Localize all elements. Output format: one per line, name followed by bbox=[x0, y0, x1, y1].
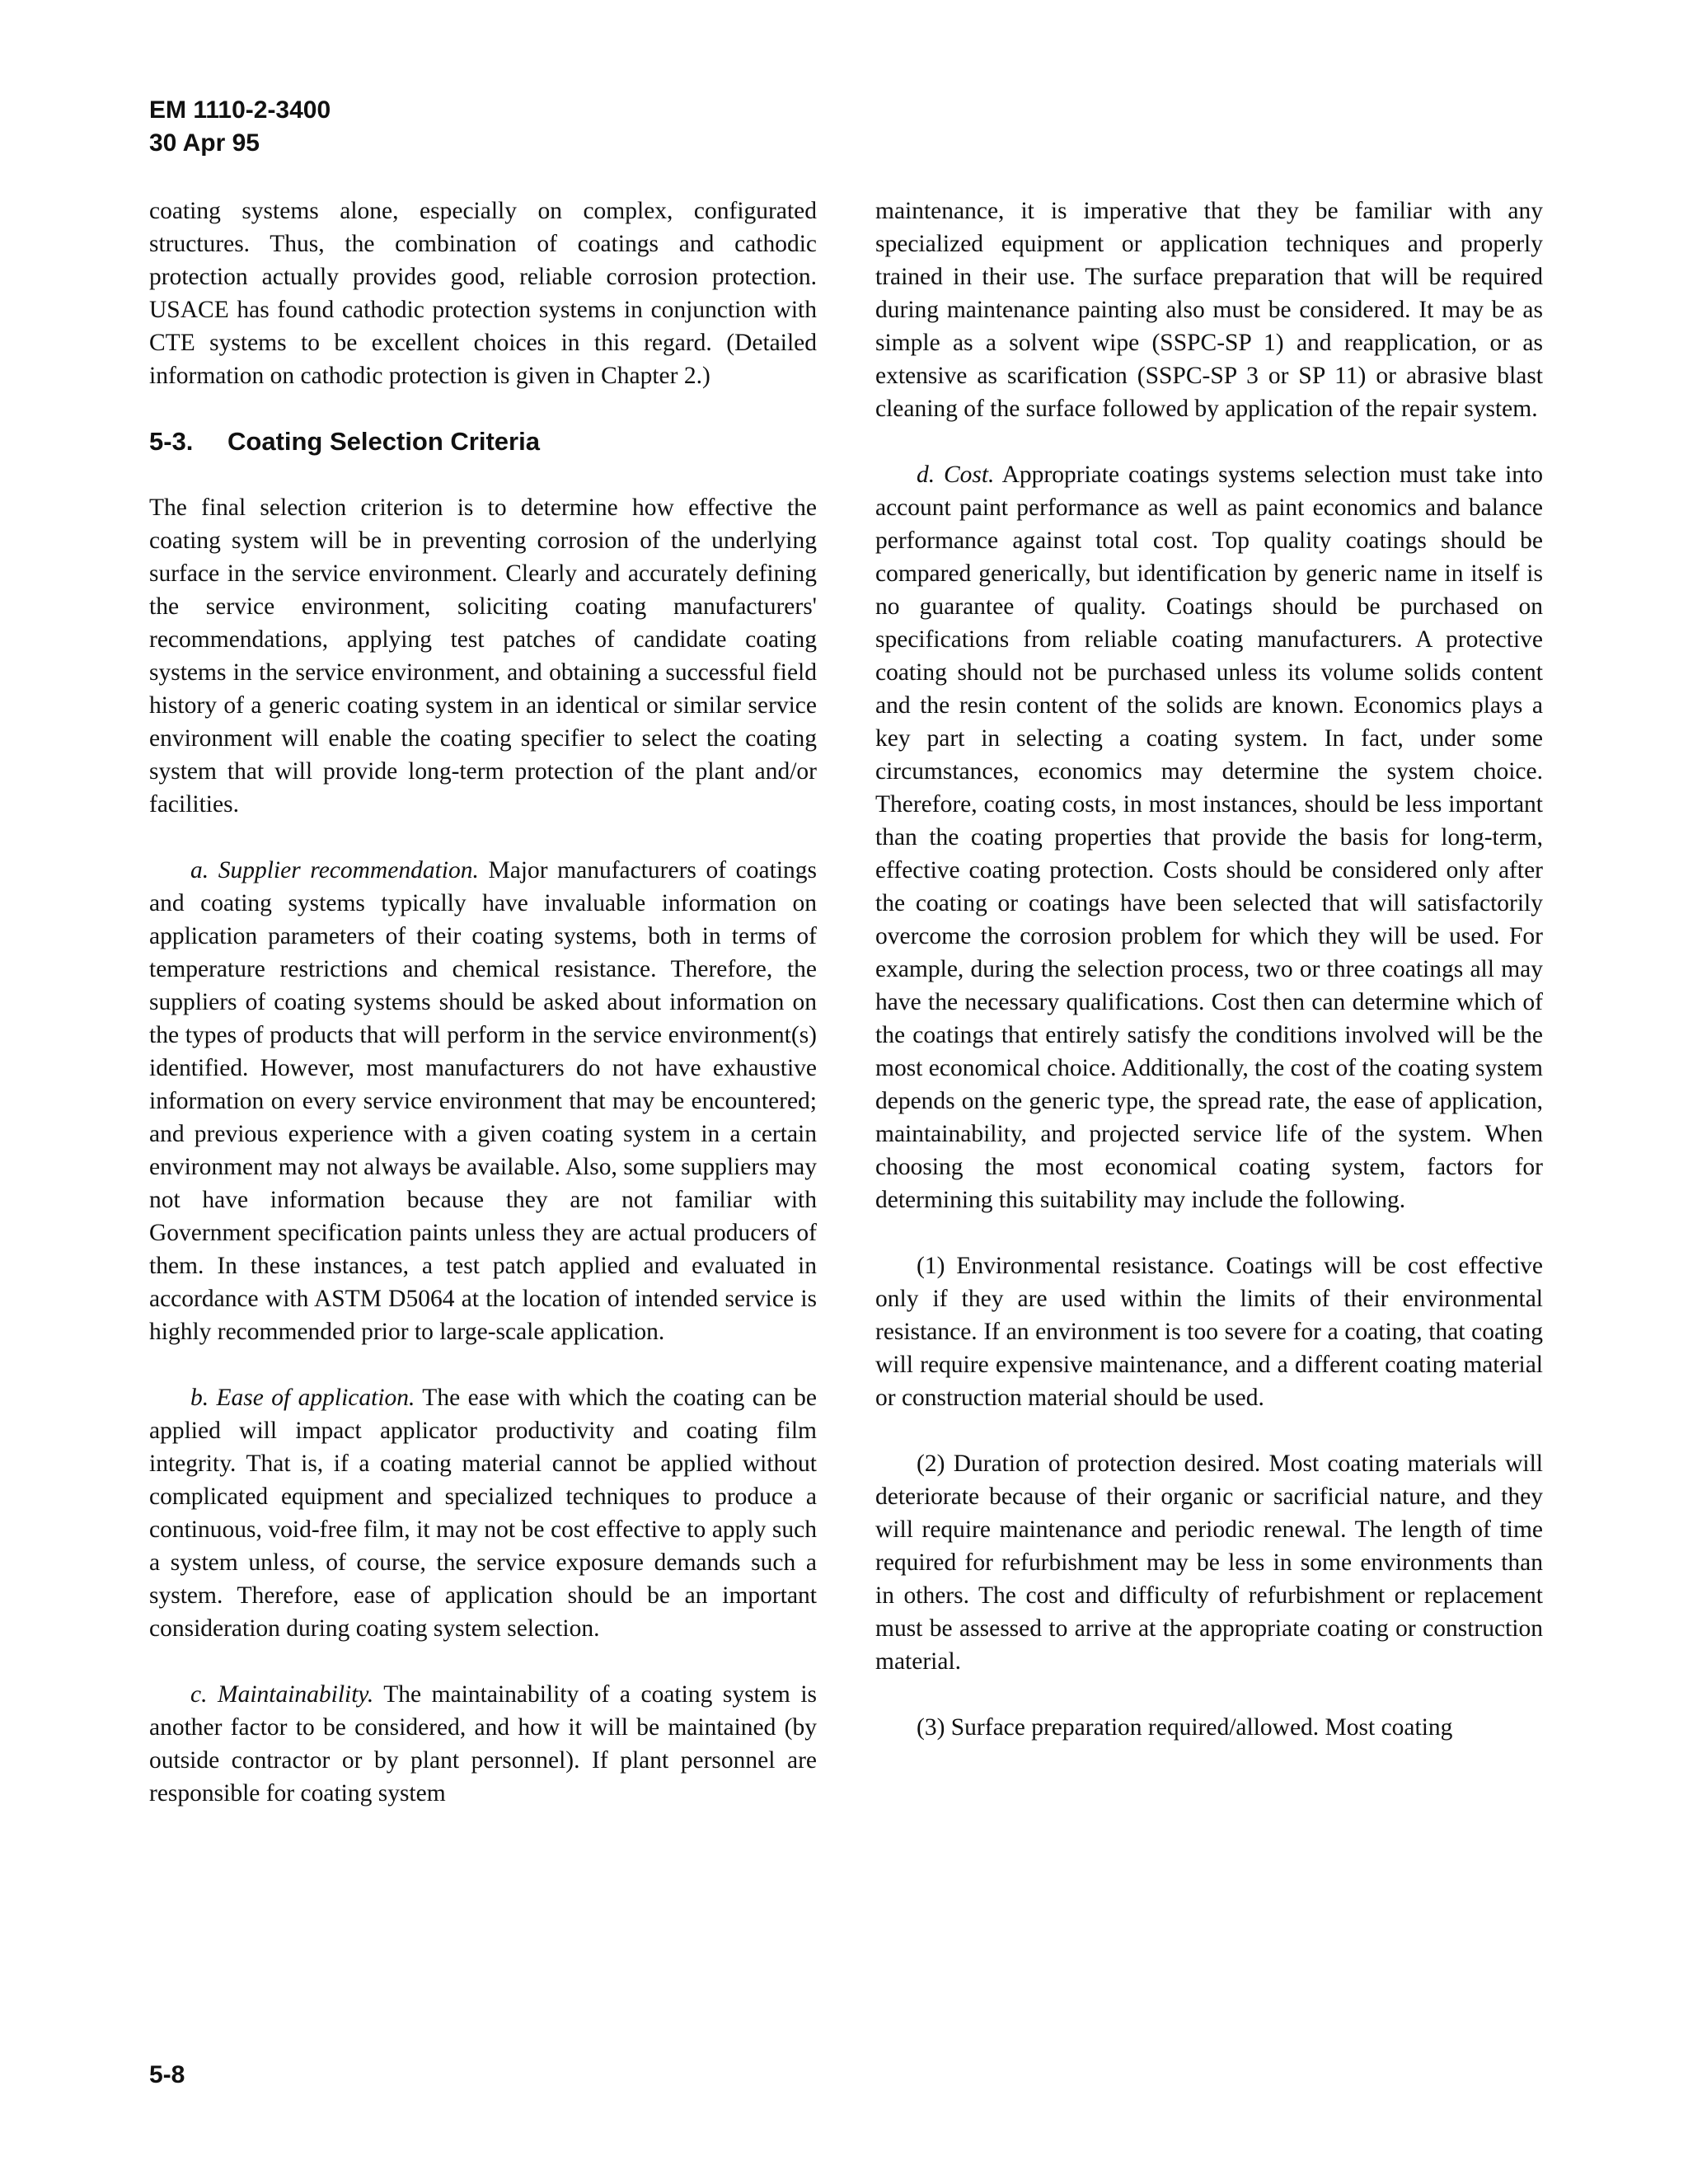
item-2-paragraph: (2) Duration of protection desired. Most coating materials will deteriorate because of their organic or sacrificial nature, and they will require maintenance and periodic renewal. The length of time required for refurbishment may be less in some environments than in others. The cost and difficulty of refurbishment or replacement must be assessed to arrive at the appropriate coating or construction material. bbox=[875, 1451, 1543, 1675]
item-1-paragraph: (1) Environmental resistance. Coatings will be cost effective only if they are used within the limits of their environmental resistance. If an environment is too severe for a coating, that coating will require expensive maintenance, and a different coating material or construction material should be used. bbox=[875, 1253, 1543, 1411]
right-column bbox=[875, 194, 1543, 1744]
section-intro-paragraph: The final selection criterion is to determine how effective the coating system will be in preventing corrosion of the underlying surface in the service environment. Clearly and accurately defining the service environment, soliciting coating manufacturers' recommendations, applying test patches of candidate coating systems in the service environment, and obtaining a successful field history of a generic coating system in an identical or similar service environment will enable the coating specifier to select the coating system that will provide long-term protection of the plant and/or facilities. bbox=[149, 494, 817, 818]
document-id: EM 1110-2-3400 bbox=[149, 96, 331, 124]
intro-paragraph: coating systems alone, especially on complex, configurated structures. Thus, the combination of coatings and cathodic protection actually provides good, reliable corrosion protection. USACE has found cathodic protection systems in conjunction with CTE systems to be excellent choices in this regard. (Detailed information on cathodic protection is given in Chapter 2.) bbox=[149, 198, 817, 389]
paragraph-a-heading: a. Supplier recommendation. bbox=[190, 857, 479, 883]
paragraph-c bbox=[149, 1678, 817, 1810]
section-number: 5-3. bbox=[149, 427, 194, 456]
paragraph-a-text: Major manufacturers of coatings and coating systems typically have invaluable information on application parameters of their coating systems, both in terms of temperature restrictions and chemical resistance. Therefore, the suppliers of coating systems should be asked about information on the types of products that will perform in the service environment(s) identified. However, most manufacturers do not have exhaustive information on every service environment that may be encountered; and previous experience with a given coating system in a certain environment may not always be available. Also, some suppliers may not have information because they are not familiar with Government specification paints unless they are actual producers of them. In these instances, a test patch applied and evaluated in accordance with ASTM D5064 at the location of intended service is highly recommended prior to large-scale application. bbox=[149, 857, 817, 1345]
paragraph-b-text: The ease with which the coating can be applied will impact applicator productivity and coating film integrity. That is, if a coating material cannot be applied without complicated equipment and specialized techniques to produce a continuous, void-free film, it may not be cost effective to apply such a system unless, of course, the service exposure demands such a system. Therefore, ease of application should be an important consideration during coating system selection. bbox=[149, 1385, 817, 1642]
page-header bbox=[149, 94, 331, 160]
paragraph-b-heading: b. Ease of application. bbox=[190, 1385, 415, 1411]
left-column bbox=[149, 194, 817, 1810]
page-number: 5-8 bbox=[149, 2061, 185, 2088]
continuation-paragraph: maintenance, it is imperative that they be familiar with any specialized equipment or application techniques and properly trained in their use. The surface preparation that will be required during maintenance painting also must be considered. It may be as simple as a solvent wipe (SSPC-SP 1) and reapplication, or as extensive as scarification (SSPC-SP 3 or SP 11) or abrasive blast cleaning of the surface followed by application of the repair system. bbox=[875, 198, 1543, 422]
paragraph-d-heading: d. Cost. bbox=[917, 462, 995, 488]
section-title: Coating Selection Criteria bbox=[227, 427, 540, 456]
paragraph-b bbox=[149, 1381, 817, 1645]
paragraph-d-text: Appropriate coatings systems selection must take into account paint performance as well as paint economics and balance performance against total cost. Top quality coatings should be compared generically, but identification by generic name in itself is no guarantee of quality. Coatings should be purchased on specifications from reliable coating manufacturers. A protective coating should not be purchased unless its volume solids content and the resin content of the solids are known. Economics plays a key part in selecting a coating system. In fact, under some circumstances, economics may determine the system choice. Therefore, coating costs, in most instances, should be less important than the coating properties that provide the basis for long-term, effective coating protection. Costs should be considered only after the coating or coatings have been selected that will satisfactorily overcome the corrosion problem for which they will be used. For example, during the selection process, two or three coatings all may have the necessary qualifications. Cost then can determine which of the coatings that entirely satisfy the conditions involved will be the most economical choice. Additionally, the cost of the coating system depends on the generic type, the spread rate, the ease of application, maintainability, and projected service life of the system. When choosing the most economical coating system, factors for determining this suitability may include the following. bbox=[875, 462, 1543, 1213]
paragraph-d bbox=[875, 458, 1543, 1216]
section-heading bbox=[149, 425, 817, 458]
paragraph-a bbox=[149, 854, 817, 1348]
item-3-paragraph: (3) Surface preparation required/allowed. Most coating bbox=[917, 1714, 1453, 1741]
paragraph-c-text: The maintainability of a coating system is another factor to be considered, and how it will be maintained (by outside contractor or by plant personnel). If plant personnel are responsible for coating system bbox=[149, 1681, 817, 1807]
paragraph-c-heading: c. Maintainability. bbox=[190, 1681, 374, 1708]
document-date: 30 Apr 95 bbox=[149, 129, 260, 157]
